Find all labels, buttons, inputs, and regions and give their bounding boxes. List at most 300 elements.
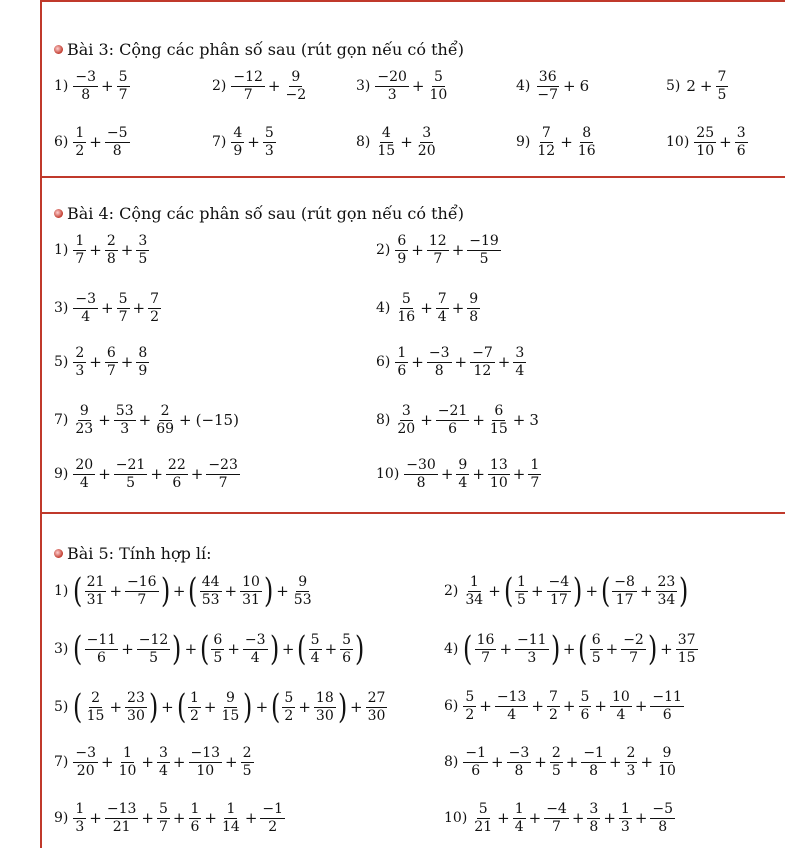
numerator: 9	[291, 69, 301, 85]
numerator: −4	[546, 801, 567, 817]
fraction	[220, 802, 242, 834]
fraction	[694, 126, 716, 158]
denominator: 9	[233, 142, 243, 159]
problem-number: 6)	[376, 354, 391, 371]
close-paren: )	[550, 629, 560, 669]
fraction	[117, 746, 139, 778]
problem-item	[54, 802, 286, 834]
fraction	[85, 575, 107, 607]
numerator: 23	[657, 573, 676, 590]
plus-operator: +	[227, 640, 240, 658]
numerator: 2	[75, 345, 85, 361]
plus-operator: +	[719, 133, 732, 152]
numerator: 1	[226, 801, 236, 817]
numerator: 2	[242, 745, 252, 761]
fraction	[547, 690, 560, 722]
numerator: 10	[242, 573, 260, 590]
fraction	[166, 458, 188, 490]
numerator: 5	[433, 69, 443, 85]
close-paren: )	[573, 571, 583, 611]
fraction	[292, 575, 314, 607]
plus-operator: +	[491, 753, 504, 772]
plus-operator: +	[640, 753, 654, 772]
denominator: 8	[589, 762, 599, 779]
numerator: −11	[517, 631, 547, 648]
numerator: −12	[233, 69, 263, 85]
denominator: 8	[434, 362, 444, 379]
fraction	[428, 70, 450, 102]
plus-operator: +	[172, 753, 186, 772]
plus-operator: +	[563, 77, 576, 96]
fraction	[735, 126, 748, 158]
open-paren: (	[176, 687, 186, 727]
plus-operator: +	[225, 753, 238, 772]
plus-operator: +	[420, 299, 433, 318]
problem-number: 3)	[54, 300, 69, 317]
plus-operator: +	[298, 698, 311, 716]
section-bai-5	[40, 514, 785, 848]
problem-number: 6)	[54, 134, 69, 151]
fraction	[436, 292, 449, 324]
denominator: 5	[591, 649, 601, 666]
problem-item	[516, 70, 591, 102]
open-paren: (	[271, 687, 281, 727]
problem-item	[376, 234, 502, 266]
denominator: 5	[126, 474, 136, 491]
fraction	[579, 690, 592, 722]
fraction	[472, 802, 494, 834]
plus-operator: +	[184, 640, 198, 658]
plus-operator: +	[247, 133, 260, 152]
plus-operator: +	[499, 640, 513, 658]
denominator: 5	[138, 250, 148, 267]
problem-item	[54, 126, 131, 158]
numerator: 7	[541, 125, 551, 141]
fraction	[576, 126, 598, 158]
denominator: 6	[96, 649, 106, 666]
fraction	[463, 746, 488, 778]
plus-operator: +	[121, 640, 134, 658]
problem-item	[54, 234, 150, 266]
fraction	[85, 691, 107, 723]
numerator: 2	[551, 745, 561, 761]
denominator: 4	[79, 474, 89, 491]
denominator: 2	[75, 142, 85, 159]
denominator: 3	[620, 818, 630, 835]
fraction	[105, 802, 139, 834]
section-heading	[54, 544, 212, 563]
problem-number: 1)	[54, 583, 69, 599]
plus-operator: +	[472, 465, 485, 484]
numerator: 6	[494, 403, 504, 419]
heading-text: Bài 5: Tính hợp lí:	[67, 544, 212, 563]
numerator: −8	[614, 573, 635, 590]
term: 2	[686, 77, 696, 96]
open-paren: (	[73, 629, 83, 669]
denominator: 7	[118, 308, 128, 325]
fraction	[188, 691, 201, 723]
close-paren: )	[647, 629, 658, 669]
problem-number: 3)	[54, 641, 69, 657]
term: 6	[579, 77, 590, 96]
denominator: 31	[86, 591, 105, 608]
problem-number: 9)	[54, 466, 69, 483]
numerator: 22	[167, 457, 186, 473]
denominator: 6	[342, 649, 352, 666]
denominator: 23	[75, 420, 94, 437]
plus-operator: +	[350, 698, 363, 716]
denominator: 31	[242, 591, 260, 608]
numerator: −30	[406, 457, 436, 473]
problem-item	[444, 571, 690, 611]
fraction	[136, 234, 149, 266]
numerator: 3	[422, 125, 432, 141]
open-paren: (	[297, 629, 307, 669]
denominator: 30	[315, 707, 334, 724]
plus-operator: +	[98, 411, 111, 430]
numerator: 37	[677, 631, 696, 648]
plus-operator: +	[660, 640, 673, 658]
problem-number: 5)	[666, 78, 681, 95]
plus-operator: +	[530, 582, 544, 600]
problem-number: 10)	[666, 134, 690, 151]
fraction	[73, 70, 98, 102]
open-paren: (	[578, 629, 588, 669]
fraction	[507, 746, 532, 778]
numerator: −19	[469, 233, 499, 249]
denominator: 4	[514, 818, 524, 835]
numerator: 13	[489, 457, 508, 473]
denominator: 53	[201, 591, 220, 608]
problem-number: 8)	[444, 754, 459, 771]
numerator: 3	[589, 801, 599, 817]
fraction	[515, 633, 549, 665]
numerator: 23	[127, 689, 145, 706]
plus-operator: +	[512, 411, 526, 430]
denominator: 9	[138, 362, 148, 379]
denominator: 12	[473, 362, 492, 379]
denominator: 16	[397, 308, 416, 325]
numerator: 5	[159, 801, 168, 817]
denominator: −7	[537, 86, 559, 103]
numerator: 7	[150, 291, 160, 307]
numerator: 3	[159, 745, 168, 761]
fraction	[105, 346, 118, 378]
numerator: 1	[514, 801, 524, 817]
problem-number: 9)	[54, 810, 69, 827]
denominator: −2	[285, 86, 307, 103]
fraction	[621, 633, 646, 665]
fraction	[309, 633, 322, 665]
numerator: 8	[582, 125, 592, 141]
problem-item	[444, 690, 685, 722]
plus-operator: +	[512, 465, 526, 484]
denominator: 10	[429, 86, 448, 103]
numerator: −3	[428, 345, 450, 361]
open-paren: (	[601, 571, 611, 611]
denominator: 7	[243, 86, 253, 103]
heading-text: Bài 4: Cộng các phân số sau (rút gọn nếu có thể)	[67, 204, 464, 223]
bullet-icon	[54, 549, 63, 558]
denominator: 8	[81, 86, 91, 103]
plus-operator: +	[400, 133, 413, 152]
denominator: 15	[677, 649, 696, 666]
fraction	[314, 691, 336, 723]
numerator: 36	[538, 69, 557, 85]
problem-number: 2)	[444, 583, 459, 599]
plus-operator: +	[244, 809, 258, 828]
problem-item	[54, 404, 241, 436]
fraction	[544, 802, 569, 834]
numerator: −5	[106, 125, 128, 141]
plus-operator: +	[190, 465, 204, 484]
problem-number: 2)	[376, 242, 391, 259]
numerator: 1	[397, 345, 407, 361]
denominator: 6	[190, 818, 200, 835]
fraction	[427, 234, 449, 266]
plus-operator: +	[440, 465, 454, 484]
denominator: 6	[580, 706, 590, 723]
fraction	[73, 234, 86, 266]
fraction	[547, 575, 572, 607]
fraction	[436, 404, 470, 436]
fraction	[137, 633, 171, 665]
numerator: 7	[549, 689, 558, 705]
denominator: 8	[416, 474, 426, 491]
numerator: 1	[123, 745, 132, 761]
problem-item	[54, 70, 131, 102]
fraction	[85, 633, 119, 665]
fraction	[427, 346, 452, 378]
fraction	[117, 70, 130, 102]
plus-operator: +	[560, 133, 573, 152]
plus-operator: +	[204, 809, 217, 828]
numerator: 2	[91, 689, 101, 706]
numerator: 53	[115, 403, 134, 419]
fraction	[105, 126, 130, 158]
fraction	[375, 70, 409, 102]
denominator: 15	[221, 707, 240, 724]
problem-item	[666, 70, 729, 102]
problem-number: 3)	[356, 78, 371, 95]
plus-operator: +	[179, 411, 192, 430]
fraction	[240, 575, 262, 607]
open-paren: (	[73, 687, 83, 727]
denominator: 8	[658, 818, 668, 835]
plus-operator: +	[420, 411, 433, 430]
fraction	[263, 126, 276, 158]
denominator: 6	[736, 142, 746, 159]
plus-operator: +	[411, 353, 424, 372]
denominator: 6	[471, 762, 481, 779]
fraction	[456, 458, 469, 490]
numerator: 5	[118, 291, 128, 307]
fraction	[200, 575, 222, 607]
numerator: −11	[86, 631, 117, 648]
numerator: 4	[381, 125, 391, 141]
open-paren: (	[463, 629, 473, 669]
numerator: 9	[79, 403, 89, 419]
denominator: 16	[577, 142, 596, 159]
plus-operator: +	[172, 809, 186, 828]
fraction	[206, 458, 240, 490]
plus-operator: +	[109, 582, 123, 600]
section-bai-3	[40, 0, 785, 178]
plus-operator: +	[451, 241, 465, 260]
plus-operator: +	[497, 353, 511, 372]
term: 3	[529, 411, 539, 430]
fraction	[73, 404, 95, 436]
denominator: 2	[268, 818, 278, 835]
numerator: 20	[75, 457, 94, 473]
numerator: 6	[106, 345, 116, 361]
problem-item	[212, 126, 277, 158]
fraction	[488, 404, 510, 436]
numerator: 6	[213, 631, 223, 648]
fraction	[395, 292, 417, 324]
plus-operator: +	[281, 640, 295, 658]
problem-number: 8)	[356, 134, 371, 151]
numerator: 9	[458, 457, 468, 473]
close-paren: )	[263, 571, 274, 611]
fraction	[404, 458, 438, 490]
fraction	[375, 126, 397, 158]
plus-operator: +	[120, 241, 134, 260]
denominator: 5	[149, 649, 158, 666]
numerator: −21	[437, 403, 468, 419]
fraction	[211, 633, 224, 665]
fraction	[260, 802, 285, 834]
numerator: −1	[465, 745, 487, 761]
plus-operator: +	[528, 809, 542, 828]
open-paren: (	[73, 571, 83, 611]
fraction	[463, 575, 485, 607]
denominator: 8	[514, 762, 524, 779]
numerator: 1	[189, 689, 199, 706]
denominator: 2	[150, 308, 160, 325]
problem-item	[356, 70, 450, 102]
plus-operator: +	[411, 77, 425, 96]
plus-operator: +	[267, 77, 281, 96]
problem-item	[54, 629, 365, 669]
plus-operator: +	[562, 697, 576, 716]
plus-operator: +	[531, 697, 544, 716]
problem-number: 4)	[516, 78, 531, 95]
denominator: 5	[242, 762, 252, 779]
numerator: 3	[736, 125, 746, 141]
fraction	[587, 802, 600, 834]
bullet-icon	[54, 209, 63, 218]
plus-operator: +	[109, 698, 123, 716]
fraction	[395, 234, 408, 266]
fraction	[470, 346, 495, 378]
plus-operator: +	[141, 753, 154, 772]
fraction	[656, 746, 678, 778]
problem-item	[516, 126, 599, 158]
fraction	[231, 70, 265, 102]
numerator: 1	[620, 801, 630, 817]
denominator: 3	[75, 818, 85, 835]
fraction	[610, 690, 632, 722]
numerator: −2	[623, 631, 644, 648]
denominator: 10	[489, 474, 508, 491]
close-paren: )	[148, 687, 159, 727]
problem-item	[54, 458, 241, 490]
denominator: 3	[75, 362, 85, 379]
fraction	[73, 346, 86, 378]
fraction	[467, 234, 501, 266]
fraction	[495, 690, 529, 722]
problem-item	[54, 746, 255, 778]
numerator: 18	[315, 689, 334, 706]
plus-operator: +	[565, 753, 579, 772]
plus-operator: +	[605, 640, 619, 658]
denominator: 2	[549, 706, 558, 723]
denominator: 4	[159, 762, 168, 779]
fraction	[416, 126, 438, 158]
numerator: 2	[106, 233, 116, 249]
fraction	[114, 404, 136, 436]
close-paren: )	[160, 571, 170, 611]
numerator: 5	[310, 631, 320, 648]
numerator: −20	[377, 69, 407, 85]
numerator: −21	[115, 457, 146, 473]
fraction	[73, 802, 86, 834]
numerator: −12	[138, 631, 169, 648]
denominator: 14	[222, 818, 240, 835]
plus-operator: +	[497, 809, 510, 828]
denominator: 4	[507, 706, 517, 723]
numerator: 1	[75, 125, 85, 141]
denominator: 3	[527, 649, 537, 666]
plus-operator: +	[172, 582, 186, 600]
plus-operator: +	[585, 582, 599, 600]
plus-operator: +	[454, 353, 468, 372]
problem-number: 1)	[54, 242, 69, 259]
problem-item	[356, 126, 439, 158]
open-paren: (	[200, 629, 210, 669]
denominator: 4	[250, 649, 260, 666]
fraction	[148, 292, 161, 324]
denominator: 8	[112, 142, 122, 159]
plus-operator: +	[89, 353, 102, 372]
plus-operator: +	[594, 697, 607, 716]
fraction	[219, 691, 241, 723]
problem-number: 2)	[212, 78, 227, 95]
fraction	[535, 126, 557, 158]
numerator: 3	[138, 233, 148, 249]
denominator: 20	[397, 420, 416, 437]
fraction	[515, 575, 528, 607]
numerator: 10	[612, 689, 630, 705]
denominator: 7	[629, 649, 638, 666]
numerator: 5	[342, 631, 352, 648]
fraction	[467, 292, 480, 324]
numerator: 5	[478, 801, 488, 817]
denominator: 3	[387, 86, 397, 103]
fraction	[73, 292, 98, 324]
denominator: 20	[417, 142, 436, 159]
plus-operator: +	[224, 582, 238, 600]
denominator: 15	[377, 142, 396, 159]
problem-item	[54, 292, 162, 324]
fraction	[535, 70, 560, 102]
close-paren: )	[172, 629, 182, 669]
denominator: 3	[264, 142, 274, 159]
denominator: 6	[397, 362, 407, 379]
plus-operator: +	[472, 411, 485, 430]
denominator: 21	[112, 818, 131, 835]
